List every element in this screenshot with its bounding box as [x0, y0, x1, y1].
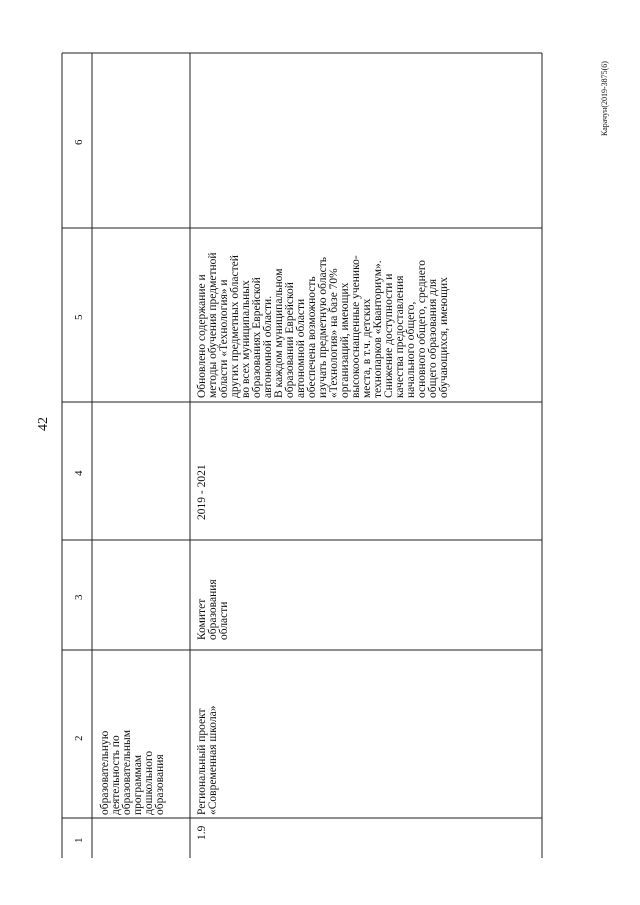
row2-col1-number: 1.9: [196, 825, 208, 840]
header-col-5: 5: [73, 314, 85, 320]
page-number: 42: [36, 417, 51, 431]
row2-col3-text: Комитет образования области: [196, 579, 230, 640]
row2-col2-text: Региональный проект «Современная школа»: [196, 705, 219, 815]
header-col-1: 1: [73, 837, 85, 843]
row1-col2-text: образовательную деятельность по образовательным программам дошкольного образования: [99, 729, 166, 815]
header-col-6: 6: [73, 139, 85, 145]
row2-col5-text: Обновлено содержание и методы обучения предметной области «Технология» и других предметных областей во всех муниципальных образованиях Еврейской автономной области. В каждом муниципальном образовании Еврейской автономной области обеспечена возможность изучать предметную область «Технология» на базе 70% организаций, имеющих высокооснащенные ученико- места, в т.ч. детских технопарков «Кванториум». Снижение доступности и качества предоставления начального общего, основного общего, среднего общего образования для обучающихся, имеющих: [196, 252, 450, 398]
header-col-2: 2: [73, 735, 85, 741]
header-col-3: 3: [73, 594, 85, 600]
side-document-code: Карачун(2019-3875(6): [600, 61, 609, 136]
header-col-4: 4: [73, 470, 85, 476]
row2-col4-period: 2019 - 2021: [196, 464, 208, 520]
